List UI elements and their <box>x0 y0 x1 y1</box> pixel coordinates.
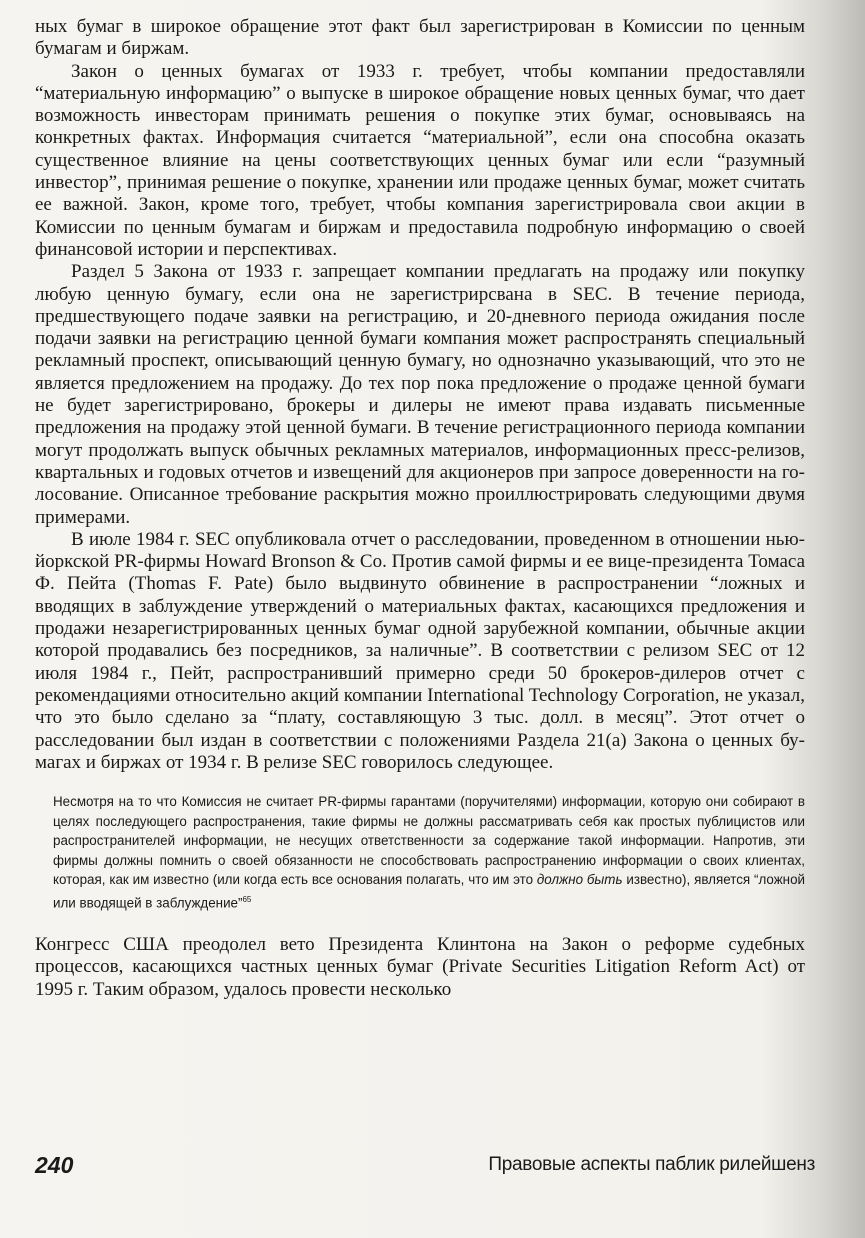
quote-text-before: Несмотря на то что Комиссия не считает PR-фирмы гарантами (поручителями) информации, которую они собирают в целях последующего распространения, такие фирмы не должны рассматривать себя как простых публицистов или распространителей информации, не несущих ответственности за содержание такой информации. Напротив, эти фирмы должны помнить о своей обязанности не способствовать распространению информации о своих клиентах, которая, как им известно (или когда есть все основания полагать, что им это <box>53 794 805 888</box>
paragraph-congress-1995: Конгресс США преодолел вето Президента Клинтона на Закон о реформе судебных процессов, касающихся частных ценных бумаг (Private Securities Litigation Reform Act) от 1995 г. Таким образом, удалось провести несколько <box>35 934 805 1000</box>
paragraph-continuation: ных бумаг в широкое обращение этот факт был зарегистрирован в Комиссии по ценным бумагам и биржам. <box>35 16 805 60</box>
page-number: 240 <box>35 1152 74 1178</box>
paragraph-securities-act-1933: Закон о ценных бумагах от 1933 г. требует, чтобы компании предоставляли “материальную информацию” о выпуске в широкое обращение новых ценных бумаг, что дает возможность инвесторам принимать решения о покупке этих бумаг, основываясь на конкретных фактах. Информация считается “материальной”, если она способна оказать существенное влияние на цены соответствующих ценных бумаг или если “разумный инвестор”, принимая решение о покупке, хранении или продаже ценных бумаг, может считать ее важной. Закон, кроме того, требует, чтобы компания зарегистрировала свои акции в Комиссии по ценным бумагам и биржам и предоставила подробную информацию о своей финансовой истории и перспективах. <box>35 60 805 260</box>
footnote-marker: 65 <box>242 895 252 905</box>
paragraph-section-5: Раздел 5 Закона от 1933 г. запрещает компании предлагать на продажу или покупку любую ценную бумагу, если она не зарегистрирсвана в SEC. В течение периода, предшествующего подаче заявки на регистрацию, и 20-дневного периода ожидания после подачи заявки на регистрацию ценной бумаги компания может распространять специальный рекламный проспект, описывающий ценную бумагу, но однозначно указывающий, что это не является предложением на продажу. До тех пор пока предложение о продаже ценной бумаги не будет зарегистрировано, брокеры и дилеры не имеют права издавать письменные предложения на продажу этой ценной бумаги. В течение регистрационного периода компании могут продолжать выпуск обычных рекламных материалов, информационных пресс-релизов, квартальных и годовых отчетов и извещений для акционеров при запросе доверенности на голосование. Описанное требование раскрытия можно проиллюстрировать следующими двумя примерами. <box>35 261 805 528</box>
paragraph-howard-bronson-case: В июле 1984 г. SEC опубликовала отчет о расследовании, проведенном в отношении нью-йоркской PR-фирмы Howard Bronson & Co. Против самой фирмы и ее вице-президента Томаса Ф. Пейта (Thomas F. Pate) было выдвинуто обвинение в распространении “ложных и вводящих в заблуждение утверждений о материальных фактах, касающихся предложения и продажи незарегистрированных ценных бумаг одной зарубежной компании, обычные акции которой продавались без посредников, за наличные”. В соответствии с релизом SEC от 12 июля 1984 г., Пейт, распространивший примерно среди 50 брокеров-дилеров отчет с рекомендациями относительно акций компании International Technology Corporation, не указал, что это было сделано за “плату, составляющую 3 тыс. долл. в месяц”. Этот отчет о расследовании был издан в соответствии с положениями Раздела 21(a) Закона о ценных бумагах и биржах от 1934 г. В релизе SEC говорилось следующее. <box>35 528 805 773</box>
page-footer <box>35 1152 815 1182</box>
quote-emphasis: должно быть <box>536 872 623 888</box>
block-quote-sec-release <box>35 792 805 913</box>
running-title: Правовые аспекты паблик рилейшенз <box>488 1154 815 1175</box>
quote-text-after: известно), является “ложной или вводящей в заблуждение” <box>53 872 805 911</box>
main-text <box>35 16 805 1001</box>
